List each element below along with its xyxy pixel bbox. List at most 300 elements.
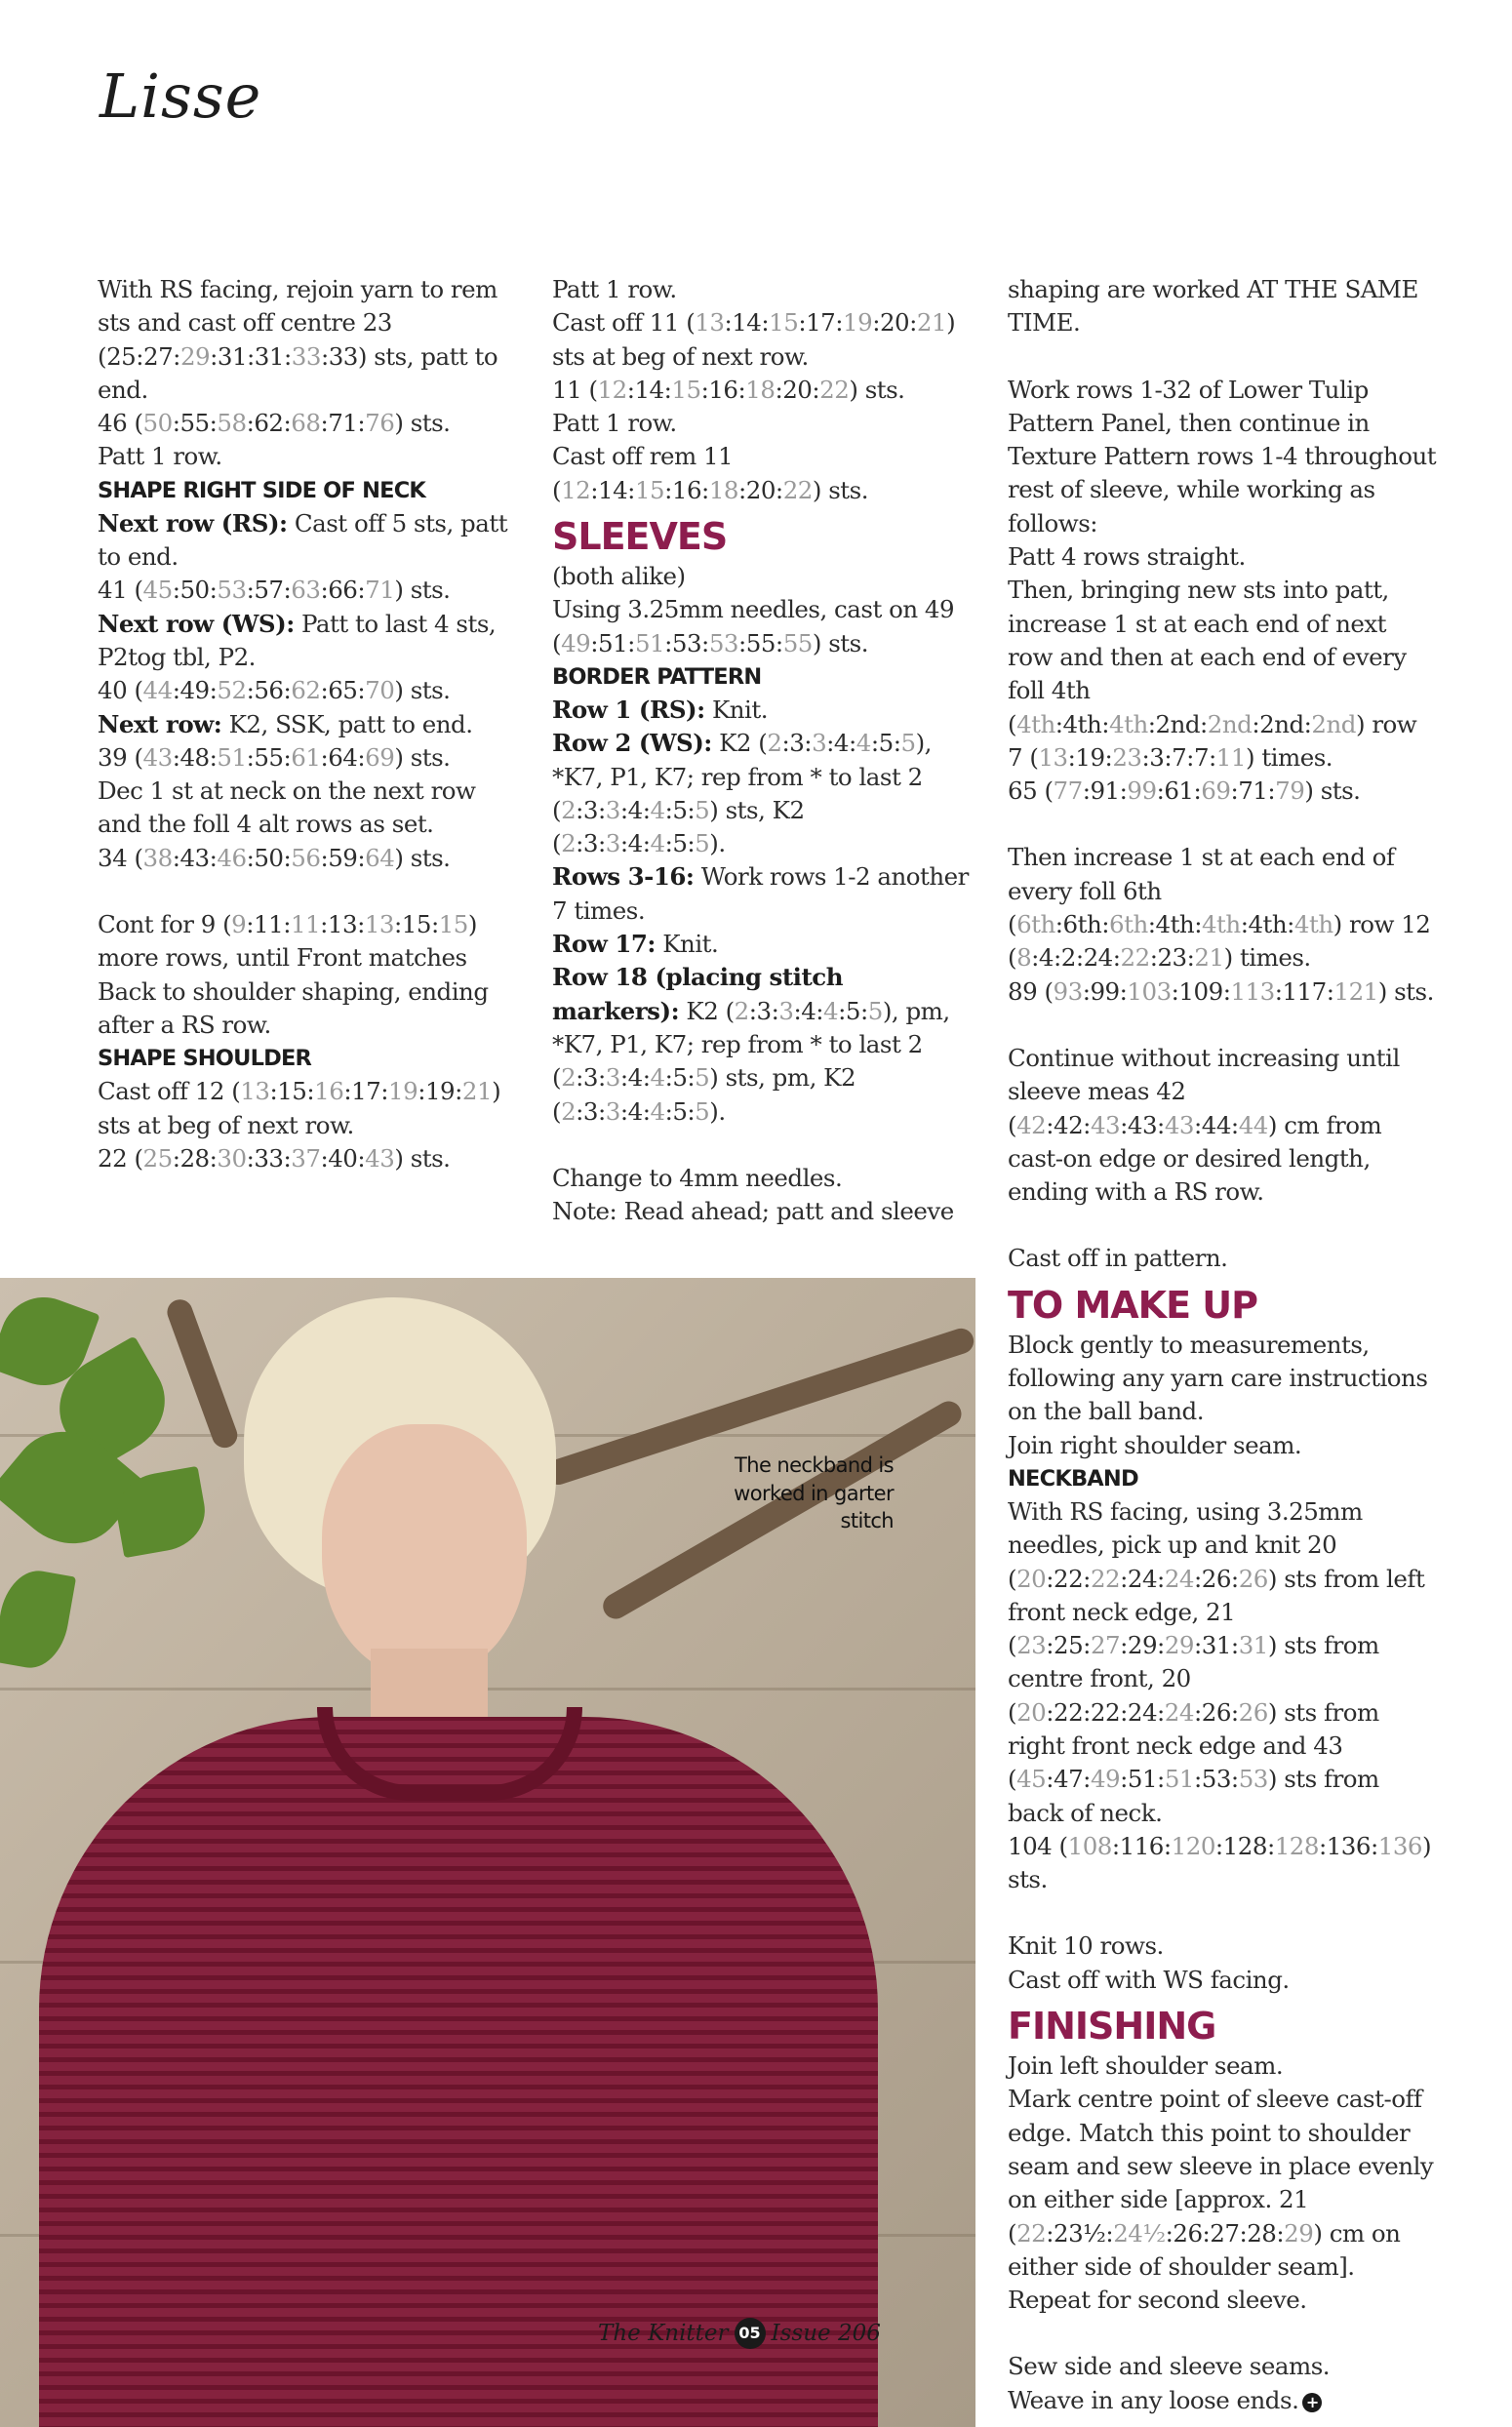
text-run: ) row 12 ( (1008, 910, 1431, 973)
text-run: 4 (823, 996, 839, 1025)
text-run: 45 (142, 576, 173, 605)
text-run: :19: (1067, 742, 1113, 772)
paragraph (552, 306, 972, 374)
text-run: 4th (1109, 709, 1148, 738)
text-run: 104 ( (1008, 1831, 1068, 1860)
text-run: :15: (394, 910, 439, 939)
text-run: :4: (826, 729, 856, 758)
paragraph (552, 961, 972, 1128)
text-run: :48: (172, 742, 218, 772)
text-run: 5 (867, 996, 883, 1025)
paragraph (98, 842, 517, 875)
text-run: :50: (246, 843, 292, 872)
text-run: 23 (1112, 742, 1142, 772)
row-label: Next row (RS): (98, 508, 288, 537)
text-run: :117: (1274, 976, 1334, 1006)
text-run: 3 (605, 795, 620, 824)
text-run: 5 (695, 829, 710, 858)
text-run: :47: (1046, 1765, 1091, 1794)
text-run: :2nd: (1252, 709, 1312, 738)
publication-name: The Knitter (598, 2321, 729, 2346)
shape-right-text (98, 507, 517, 875)
text-run: Work rows 1-2 another 7 times. (552, 862, 969, 925)
cast-off-pattern-text (1008, 1242, 1437, 1275)
text-run: 13 (364, 910, 395, 939)
text-run: 53 (1238, 1765, 1268, 1794)
text-run: 53 (708, 628, 738, 657)
column-2 (552, 273, 972, 1228)
text-run: K2, SSK, patt to end. (221, 709, 473, 738)
text-run: (both alike) (552, 562, 686, 591)
text-run: ) sts. (394, 1143, 451, 1173)
paragraph (1008, 2284, 1437, 2317)
text-run: :3: (576, 1063, 606, 1093)
text-run: Join left shoulder seam. (1008, 2051, 1284, 2081)
text-run: 3 (605, 1063, 620, 1093)
text-run: 43 (1164, 1110, 1194, 1139)
text-run: :99: (1082, 976, 1128, 1006)
text-run: 12 (597, 375, 627, 404)
text-run: ) sts, pm, K2 ( (552, 1063, 856, 1126)
text-run: 5 (695, 795, 710, 824)
text-run: :5: (870, 729, 901, 758)
text-run: ) sts. (1304, 776, 1361, 806)
text-run: :11: (246, 910, 291, 939)
text-run: 11 (290, 910, 321, 939)
text-run: ) cm from cast-on edge or desired length, ending with a RS row. (1008, 1110, 1382, 1207)
finishing-text (1008, 2049, 1437, 2317)
paragraph (98, 440, 517, 473)
text-run: Dec 1 st at neck on the next row and the foll 4 alt rows as set. (98, 776, 476, 839)
text-run: 29 (1284, 2218, 1314, 2248)
text-run: :53: (664, 628, 709, 657)
text-run: 15 (671, 375, 701, 404)
text-run: ) sts. (394, 676, 451, 705)
paragraph (1008, 2083, 1437, 2284)
text-run: 2nd (1207, 709, 1253, 738)
continue-sleeve-text (1008, 1042, 1437, 1209)
text-run: 22 ( (98, 1143, 143, 1173)
text-run: 2 (561, 829, 577, 858)
text-run: ) sts, K2 ( (552, 795, 805, 858)
text-run: :57: (246, 576, 292, 605)
paragraph (1008, 1042, 1437, 1209)
text-run: 56 (291, 843, 321, 872)
text-run: :55: (738, 628, 783, 657)
text-run: 38 (142, 843, 173, 872)
text-run: 3 (778, 996, 794, 1025)
sew-seams-text (1008, 2350, 1437, 2417)
text-run: 22 (819, 375, 850, 404)
text-run: Knit. (655, 930, 719, 959)
text-run: ) sts. (812, 628, 869, 657)
text-run: Mark centre point of sleeve cast-off edge. Match this point to shoulder seam and sew sleeve in place evenly on either side [approx. 21 ( (1008, 2085, 1434, 2248)
text-run: 49 (561, 628, 591, 657)
text-run: 71 (365, 576, 395, 605)
text-run: 42 (1016, 1110, 1047, 1139)
text-run: Sew side and sleeve seams. (1008, 2352, 1331, 2381)
text-run: 29 (1164, 1631, 1194, 1660)
paragraph (98, 608, 517, 675)
text-run: 46 (217, 843, 247, 872)
paragraph (98, 674, 517, 707)
text-run: ) sts. (812, 475, 869, 504)
text-run: 93 (1053, 976, 1083, 1006)
text-run: :116: (1111, 1831, 1172, 1860)
text-run: :4: (619, 795, 651, 824)
work-rows-text (1008, 374, 1437, 809)
text-run: 53 (217, 576, 247, 605)
increase-text (1008, 841, 1437, 1008)
text-run: :31:31: (210, 341, 292, 371)
text-run: ) sts from right front neck edge and 43 ( (1008, 1697, 1379, 1794)
text-run: 44 (142, 676, 173, 705)
text-run: With RS facing, using 3.25mm needles, pick up and knit 20 ( (1008, 1496, 1363, 1593)
text-run: :29: (1120, 1631, 1165, 1660)
text-run: 22 (782, 475, 813, 504)
text-run: :128: (1214, 1831, 1275, 1860)
text-run: Continue without increasing until sleeve meas 42 ( (1008, 1043, 1400, 1139)
text-run: 4 (650, 1096, 665, 1126)
text-run: Then, bringing new sts into patt, increase 1 st at each end of next row and then at each end of every foll 4th ( (1008, 576, 1407, 738)
text-run: ) times. (1223, 943, 1311, 973)
text-run: 2 (767, 729, 782, 758)
text-run: 6th (1109, 910, 1148, 939)
text-run: 33 (291, 341, 321, 371)
text-run: :4: (793, 996, 824, 1025)
text-run: :20: (775, 375, 820, 404)
text-run: 13 (695, 308, 725, 338)
text-run: 4 (650, 795, 665, 824)
text-run: :64: (320, 742, 366, 772)
text-run: With RS facing, rejoin yarn to rem sts and cast off centre 23 ( (98, 275, 497, 371)
text-run: :4th: (1054, 709, 1110, 738)
text-run: 113 (1230, 976, 1275, 1006)
text-run: Knit 10 rows. (1008, 1931, 1164, 1961)
text-run: 13 (1038, 742, 1068, 772)
text-run: :4:2:24: (1031, 943, 1121, 973)
to-make-up-heading: TO MAKE UP (1008, 1283, 1258, 1327)
text-run: 5 (695, 1063, 710, 1093)
text-run: :4: (619, 829, 651, 858)
paragraph (552, 407, 972, 440)
text-run: 136 (1377, 1831, 1423, 1860)
border-pattern-text (552, 694, 972, 1129)
text-run: Join right shoulder seam. (1008, 1430, 1302, 1459)
paragraph (1008, 775, 1437, 808)
text-run: :25: (1046, 1631, 1091, 1660)
text-run: ) sts. (1377, 976, 1434, 1006)
text-run: :44: (1194, 1110, 1239, 1139)
text-run: :20: (738, 475, 783, 504)
text-run: Patt 4 rows straight. (1008, 542, 1246, 572)
text-run: 19 (843, 308, 873, 338)
text-run: 2 (561, 795, 577, 824)
text-run: 39 ( (98, 742, 143, 772)
continue-text (98, 908, 517, 1042)
text-run: :65: (320, 676, 366, 705)
shape-shoulder-text (98, 1075, 517, 1175)
paragraph (552, 727, 972, 860)
paragraph (1008, 1429, 1437, 1462)
text-run: ) sts. (394, 409, 451, 438)
finishing-heading: FINISHING (1008, 2005, 1216, 2049)
text-run: :17: (343, 1077, 389, 1106)
text-run: Then increase 1 st at each end of every foll 6th ( (1008, 843, 1395, 939)
text-run: 25 (106, 341, 137, 371)
text-run: 24½ (1113, 2218, 1166, 2248)
paragraph (98, 775, 517, 842)
text-run: 62 (291, 676, 321, 705)
text-run: 43 (142, 742, 173, 772)
text-run: :61: (1156, 776, 1202, 806)
text-run: :19: (418, 1077, 462, 1106)
text-run: ) sts from centre front, 20 ( (1008, 1631, 1379, 1727)
text-run: :5: (664, 795, 696, 824)
paragraph (98, 741, 517, 775)
text-run: 4th (1201, 910, 1241, 939)
text-run: :22:22:24: (1046, 1697, 1165, 1727)
text-run: :27: (136, 341, 180, 371)
text-run: Cont for 9 ( (98, 910, 232, 939)
text-run: 40 ( (98, 676, 143, 705)
shape-right-heading: SHAPE RIGHT SIDE OF NECK (98, 477, 426, 503)
text-run: Patt to last 4 sts, P2tog tbl, P2. (98, 609, 497, 671)
text-run: 121 (1333, 976, 1378, 1006)
text-run: 3 (605, 1096, 620, 1126)
text-run: ) sts at beg of next row. (98, 1077, 501, 1139)
text-run: 13 (240, 1077, 270, 1106)
end-mark-icon: + (1302, 2393, 1322, 2412)
text-run: ) sts. (1008, 1831, 1432, 1894)
paragraph (1008, 273, 1437, 340)
border-pattern-heading: BORDER PATTERN (552, 663, 762, 690)
text-run: :23½: (1046, 2218, 1114, 2248)
text-run: K2 ( (679, 996, 735, 1025)
text-run: 20 (1016, 1564, 1047, 1593)
text-run: :23: (1149, 943, 1195, 973)
text-run: 31 (1238, 1631, 1268, 1660)
leaf (0, 1566, 76, 1674)
text-run: 2 (734, 996, 749, 1025)
text-run: :55: (246, 742, 292, 772)
paragraph (1008, 2350, 1437, 2383)
text-run: 65 ( (1008, 776, 1054, 806)
text-run: Weave in any loose ends. (1008, 2385, 1299, 2414)
sleeves-heading: SLEEVES (552, 515, 728, 559)
text-run: :33) sts, patt to end. (98, 341, 498, 404)
text-run: :2nd: (1147, 709, 1208, 738)
text-run: :3: (781, 729, 813, 758)
text-run: 3 (812, 729, 827, 758)
text-run: :26: (1194, 1564, 1239, 1593)
text-run: 4 (650, 1063, 665, 1093)
text-run: 4 (855, 729, 871, 758)
text-run: 76 (365, 409, 395, 438)
text-run: :17: (798, 308, 844, 338)
text-run: 68 (291, 409, 321, 438)
text-run: :4: (619, 1096, 651, 1126)
text-run: 120 (1171, 1831, 1215, 1860)
text-run: Cast off 11 ( (552, 308, 696, 338)
text-run: 2 (561, 1096, 577, 1126)
text-run: 52 (217, 676, 247, 705)
text-run: :109: (1171, 976, 1231, 1006)
text-run: Cast off 5 sts, patt to end. (98, 508, 508, 572)
text-run: ) sts from left front neck edge, 21 ( (1008, 1564, 1425, 1660)
text-run: :51: (590, 628, 635, 657)
text-run: :13: (320, 910, 365, 939)
text-run: :3: (748, 996, 779, 1025)
text-run: 6th (1016, 910, 1055, 939)
text-run: :22: (1046, 1564, 1091, 1593)
text-run: :40: (320, 1143, 366, 1173)
text-run: 89 ( (1008, 976, 1054, 1006)
text-run: 5 (900, 729, 916, 758)
paragraph (1008, 1964, 1437, 1997)
text-run: 4th (1293, 910, 1333, 939)
paragraph (1008, 2049, 1437, 2083)
text-run: ). (709, 829, 726, 858)
text-run: :49: (172, 676, 218, 705)
paragraph (1008, 1830, 1437, 1897)
text-run: 70 (365, 676, 395, 705)
text-run: :51: (1120, 1765, 1165, 1794)
text-run: ) times. (1245, 742, 1333, 772)
text-run: :26:27:28: (1165, 2218, 1285, 2248)
text-run: 41 ( (98, 576, 143, 605)
text-run: :5: (664, 1063, 696, 1093)
text-run: Work rows 1-32 of Lower Tulip Pattern Panel, then continue in Texture Pattern rows 1-4 throughout rest of sleeve, while working as follows: (1008, 375, 1437, 537)
text-run: shaping are worked AT THE SAME TIME. (1008, 275, 1418, 338)
text-run: 24 (1164, 1697, 1194, 1727)
text-run: :5: (838, 996, 868, 1025)
text-run: Cast off 12 ( (98, 1077, 241, 1106)
text-run: Cast off in pattern. (1008, 1244, 1228, 1273)
text-run: :5: (664, 1096, 696, 1126)
text-run: :56: (246, 676, 292, 705)
text-run: ) sts. (394, 576, 451, 605)
text-run: :136: (1318, 1831, 1378, 1860)
paragraph (98, 407, 517, 440)
paragraph (552, 273, 972, 306)
text-run: K2 ( (711, 729, 768, 758)
text-run: ) sts at beg of next row. (552, 308, 956, 371)
paragraph (552, 560, 972, 593)
text-run: 51 (634, 628, 665, 657)
shape-shoulder-heading: SHAPE SHOULDER (98, 1046, 312, 1072)
paragraph (98, 574, 517, 607)
text-run: 22 (1090, 1564, 1121, 1593)
text-run: 55 (782, 628, 813, 657)
sleeves-text (552, 560, 972, 660)
paragraph (1008, 574, 1437, 775)
paragraph (552, 1162, 972, 1195)
text-run: 22 (1016, 2218, 1047, 2248)
text-run: :3: (576, 795, 606, 824)
text-run: 77 (1053, 776, 1083, 806)
text-run: :43: (1120, 1110, 1165, 1139)
text-run: :5: (664, 829, 696, 858)
text-run: 29 (179, 341, 211, 371)
paragraph (98, 1142, 517, 1175)
text-run: :33: (246, 1143, 292, 1173)
text-run: :15: (269, 1077, 315, 1106)
text-run: 4 (650, 829, 665, 858)
text-run: 26 (1238, 1564, 1268, 1593)
text-run: :66: (320, 576, 366, 605)
row-label: Row 17: (552, 930, 656, 959)
paragraph (552, 593, 972, 660)
front-intro (98, 273, 517, 474)
paragraph (552, 374, 972, 407)
text-run: 99 (1127, 776, 1157, 806)
paragraph (1008, 1930, 1437, 1963)
text-run: 23 (1016, 1631, 1047, 1660)
text-run: 34 ( (98, 843, 143, 872)
text-run: :43: (172, 843, 218, 872)
text-run: Patt 1 row. (552, 409, 677, 438)
text-run: Cast off rem 11 ( (552, 442, 734, 504)
issue-number: Issue 206 (771, 2321, 881, 2346)
paragraph (98, 273, 517, 407)
text-run: 61 (291, 742, 321, 772)
text-run: 58 (217, 409, 247, 438)
text-run: 44 (1238, 1110, 1268, 1139)
text-run: :50: (172, 576, 218, 605)
text-run: ) sts. (394, 742, 451, 772)
text-run: 26 (1238, 1697, 1268, 1727)
text-run: 46 ( (98, 409, 143, 438)
text-run: 24 (1164, 1564, 1194, 1593)
text-run: Using 3.25mm needles, cast on 49 ( (552, 595, 955, 657)
text-run: :6th: (1054, 910, 1110, 939)
text-run: :16: (664, 475, 709, 504)
text-run: :71: (320, 409, 366, 438)
text-run: :3: (576, 1096, 606, 1126)
text-run: 45 (1016, 1765, 1047, 1794)
text-run: 49 (1090, 1765, 1121, 1794)
paragraph (1008, 1495, 1437, 1830)
text-run: Repeat for second sleeve. (1008, 2286, 1307, 2315)
paragraph (1008, 1329, 1437, 1429)
text-run: :62: (246, 409, 292, 438)
text-run: 16 (314, 1077, 344, 1106)
paragraph (98, 908, 517, 1042)
paragraph (1008, 1242, 1437, 1275)
photo-caption: The neckband is worked in garter stitch (734, 1453, 894, 1532)
paragraph (552, 1195, 972, 1228)
page-title: Lisse (99, 60, 262, 132)
text-run: ) cm on either side of shoulder seam]. (1008, 2218, 1401, 2281)
text-run: Patt 1 row. (552, 275, 677, 303)
text-run: Block gently to measurements, following any yarn care instructions on the ball band. (1008, 1330, 1428, 1426)
text-run: 21 (461, 1077, 493, 1106)
text-run: 19 (388, 1077, 418, 1106)
vine-branch (164, 1296, 241, 1452)
text-run: :4th: (1147, 910, 1202, 939)
row-label: Row 1 (RS): (552, 695, 705, 724)
text-run: 5 (695, 1096, 710, 1126)
text-run: ) more rows, until Front matches Back to shoulder shaping, ending after a RS row. (98, 910, 489, 1039)
text-run: ) sts. (394, 843, 451, 872)
paragraph (98, 1075, 517, 1142)
text-run: 4th (1016, 709, 1055, 738)
text-run: 128 (1274, 1831, 1319, 1860)
text-run: 18 (708, 475, 738, 504)
text-run: 50 (142, 409, 173, 438)
text-run: :16: (700, 375, 746, 404)
